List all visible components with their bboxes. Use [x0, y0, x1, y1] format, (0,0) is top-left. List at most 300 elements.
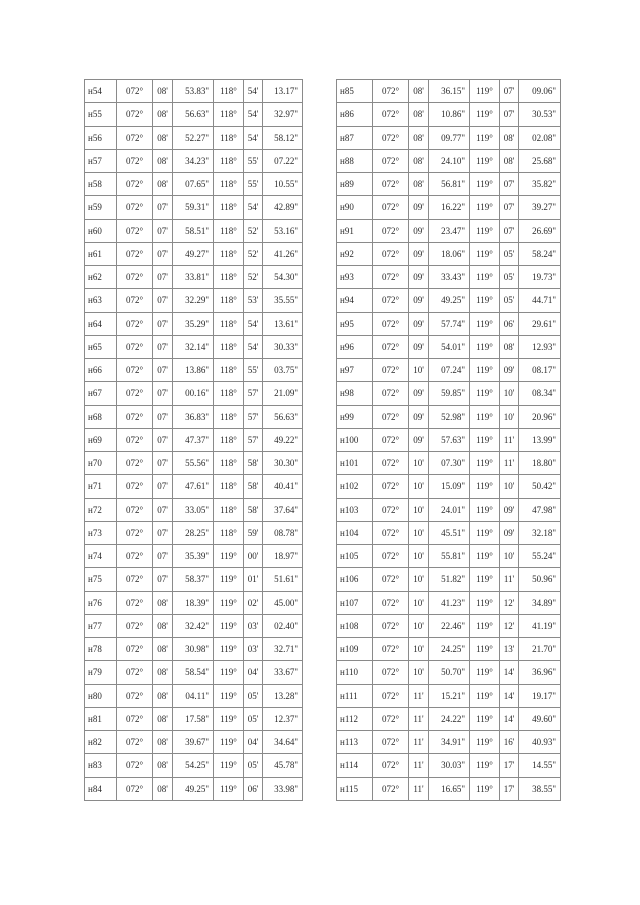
table-row [337, 242, 561, 265]
lon-seconds-cell: 35.82" [519, 173, 561, 196]
point-id-cell: н86 [337, 103, 373, 126]
lon-seconds-cell: 19.73" [519, 266, 561, 289]
table-row [85, 614, 303, 637]
lon-degrees-cell: 119° [470, 568, 500, 591]
lon-minutes-cell: 05' [244, 754, 263, 777]
table-row [337, 731, 561, 754]
table-row [337, 614, 561, 637]
lat-seconds-cell: 54.25" [173, 754, 214, 777]
lat-minutes-cell: 07' [153, 498, 173, 521]
lat-minutes-cell: 11' [409, 731, 429, 754]
lat-seconds-cell: 34.23" [173, 149, 214, 172]
lat-minutes-cell: 07' [153, 289, 173, 312]
lon-degrees-cell: 118° [214, 103, 244, 126]
lat-seconds-cell: 09.77" [429, 126, 470, 149]
lon-seconds-cell: 35.55" [263, 289, 303, 312]
lon-seconds-cell: 29.61" [519, 312, 561, 335]
point-id-cell: н113 [337, 731, 373, 754]
lon-seconds-cell: 32.71" [263, 638, 303, 661]
lon-degrees-cell: 119° [470, 428, 500, 451]
table-row [337, 684, 561, 707]
lat-degrees-cell: 072° [373, 707, 409, 730]
table-row [85, 661, 303, 684]
lat-seconds-cell: 58.51" [173, 219, 214, 242]
lat-seconds-cell: 58.37" [173, 568, 214, 591]
lon-degrees-cell: 118° [214, 521, 244, 544]
lat-seconds-cell: 00.16" [173, 382, 214, 405]
point-id-cell: н92 [337, 242, 373, 265]
lat-minutes-cell: 10' [409, 545, 429, 568]
point-id-cell: н105 [337, 545, 373, 568]
lon-degrees-cell: 118° [214, 359, 244, 382]
lon-degrees-cell: 119° [470, 289, 500, 312]
lat-seconds-cell: 34.91" [429, 731, 470, 754]
point-id-cell: н75 [85, 568, 117, 591]
lat-degrees-cell: 072° [373, 614, 409, 637]
lat-degrees-cell: 072° [117, 335, 153, 358]
point-id-cell: н57 [85, 149, 117, 172]
lon-minutes-cell: 09' [500, 359, 519, 382]
lat-degrees-cell: 072° [117, 638, 153, 661]
lon-minutes-cell: 05' [500, 289, 519, 312]
point-id-cell: н56 [85, 126, 117, 149]
lon-minutes-cell: 52' [244, 219, 263, 242]
lon-seconds-cell: 51.61" [263, 568, 303, 591]
lat-degrees-cell: 072° [117, 731, 153, 754]
lat-seconds-cell: 28.25" [173, 521, 214, 544]
lon-minutes-cell: 55' [244, 173, 263, 196]
lat-degrees-cell: 072° [373, 777, 409, 800]
lon-minutes-cell: 06' [500, 312, 519, 335]
lon-seconds-cell: 07.22" [263, 149, 303, 172]
lon-minutes-cell: 07' [500, 196, 519, 219]
table-row [85, 126, 303, 149]
lon-degrees-cell: 119° [470, 126, 500, 149]
lat-degrees-cell: 072° [117, 452, 153, 475]
lat-seconds-cell: 07.65" [173, 173, 214, 196]
point-id-cell: н66 [85, 359, 117, 382]
lon-degrees-cell: 119° [470, 638, 500, 661]
lat-degrees-cell: 072° [117, 312, 153, 335]
lat-seconds-cell: 56.81" [429, 173, 470, 196]
table-row [337, 126, 561, 149]
lat-degrees-cell: 072° [373, 335, 409, 358]
lat-minutes-cell: 09' [409, 242, 429, 265]
lon-seconds-cell: 49.60" [519, 707, 561, 730]
point-id-cell: н100 [337, 428, 373, 451]
point-id-cell: н99 [337, 405, 373, 428]
lat-minutes-cell: 08' [153, 614, 173, 637]
lon-seconds-cell: 50.42" [519, 475, 561, 498]
table-row [337, 498, 561, 521]
lon-seconds-cell: 40.41" [263, 475, 303, 498]
lon-seconds-cell: 02.08" [519, 126, 561, 149]
lat-seconds-cell: 35.39" [173, 545, 214, 568]
lon-minutes-cell: 12' [500, 614, 519, 637]
lon-seconds-cell: 45.00" [263, 591, 303, 614]
lat-minutes-cell: 07' [153, 359, 173, 382]
lon-degrees-cell: 119° [470, 266, 500, 289]
coordinate-table-body [85, 80, 303, 801]
point-id-cell: н110 [337, 661, 373, 684]
lat-seconds-cell: 18.06" [429, 242, 470, 265]
lon-degrees-cell: 119° [470, 359, 500, 382]
lon-minutes-cell: 11' [500, 428, 519, 451]
point-id-cell: н80 [85, 684, 117, 707]
lon-seconds-cell: 10.55" [263, 173, 303, 196]
point-id-cell: н70 [85, 452, 117, 475]
table-row [337, 452, 561, 475]
lon-degrees-cell: 118° [214, 196, 244, 219]
lat-seconds-cell: 13.86" [173, 359, 214, 382]
lat-degrees-cell: 072° [373, 242, 409, 265]
lat-minutes-cell: 11' [409, 707, 429, 730]
lat-minutes-cell: 08' [409, 126, 429, 149]
lat-minutes-cell: 07' [153, 428, 173, 451]
table-row [337, 382, 561, 405]
lon-seconds-cell: 33.98" [263, 777, 303, 800]
lat-seconds-cell: 23.47" [429, 219, 470, 242]
lat-seconds-cell: 30.03" [429, 754, 470, 777]
lon-seconds-cell: 33.67" [263, 661, 303, 684]
lon-seconds-cell: 45.78" [263, 754, 303, 777]
point-id-cell: н109 [337, 638, 373, 661]
lon-seconds-cell: 58.24" [519, 242, 561, 265]
lat-degrees-cell: 072° [373, 173, 409, 196]
point-id-cell: н95 [337, 312, 373, 335]
lon-degrees-cell: 119° [214, 614, 244, 637]
lon-degrees-cell: 118° [214, 405, 244, 428]
lon-seconds-cell: 37.64" [263, 498, 303, 521]
lon-minutes-cell: 17' [500, 777, 519, 800]
lat-minutes-cell: 07' [153, 196, 173, 219]
table-row [85, 545, 303, 568]
point-id-cell: н55 [85, 103, 117, 126]
lon-minutes-cell: 10' [500, 382, 519, 405]
point-id-cell: н98 [337, 382, 373, 405]
lat-minutes-cell: 10' [409, 452, 429, 475]
lat-seconds-cell: 18.39" [173, 591, 214, 614]
table-row [85, 242, 303, 265]
lon-seconds-cell: 41.26" [263, 242, 303, 265]
table-row [85, 266, 303, 289]
lat-minutes-cell: 08' [409, 149, 429, 172]
lon-seconds-cell: 19.17" [519, 684, 561, 707]
lat-minutes-cell: 08' [153, 754, 173, 777]
table-row [85, 731, 303, 754]
lat-minutes-cell: 10' [409, 498, 429, 521]
lon-seconds-cell: 08.17" [519, 359, 561, 382]
table-row [337, 661, 561, 684]
lon-seconds-cell: 56.63" [263, 405, 303, 428]
lon-degrees-cell: 119° [470, 754, 500, 777]
lon-seconds-cell: 40.93" [519, 731, 561, 754]
lat-degrees-cell: 072° [373, 754, 409, 777]
table-row [85, 219, 303, 242]
point-id-cell: н79 [85, 661, 117, 684]
lon-minutes-cell: 10' [500, 545, 519, 568]
lat-seconds-cell: 59.31" [173, 196, 214, 219]
table-row [337, 196, 561, 219]
lon-minutes-cell: 14' [500, 707, 519, 730]
point-id-cell: н90 [337, 196, 373, 219]
lat-degrees-cell: 072° [373, 428, 409, 451]
table-row [337, 754, 561, 777]
coordinate-table-body [337, 80, 561, 801]
lon-minutes-cell: 09' [500, 498, 519, 521]
lat-minutes-cell: 07' [153, 452, 173, 475]
lon-minutes-cell: 59' [244, 521, 263, 544]
coordinate-table-right [336, 79, 561, 801]
table-row [337, 545, 561, 568]
lon-seconds-cell: 20.96" [519, 405, 561, 428]
lon-seconds-cell: 21.09" [263, 382, 303, 405]
lon-degrees-cell: 118° [214, 498, 244, 521]
lon-seconds-cell: 08.34" [519, 382, 561, 405]
lat-seconds-cell: 24.01" [429, 498, 470, 521]
table-row [337, 149, 561, 172]
lat-minutes-cell: 07' [153, 335, 173, 358]
lat-degrees-cell: 072° [117, 498, 153, 521]
lon-minutes-cell: 57' [244, 382, 263, 405]
lat-degrees-cell: 072° [373, 80, 409, 103]
point-id-cell: н64 [85, 312, 117, 335]
lat-seconds-cell: 49.25" [429, 289, 470, 312]
lon-seconds-cell: 47.98" [519, 498, 561, 521]
lon-seconds-cell: 12.37" [263, 707, 303, 730]
lon-minutes-cell: 05' [500, 242, 519, 265]
lon-minutes-cell: 11' [500, 568, 519, 591]
table-row [337, 359, 561, 382]
lon-minutes-cell: 54' [244, 335, 263, 358]
lat-seconds-cell: 51.82" [429, 568, 470, 591]
table-row [85, 196, 303, 219]
table-row [85, 289, 303, 312]
lon-degrees-cell: 118° [214, 452, 244, 475]
lat-degrees-cell: 072° [117, 684, 153, 707]
lon-minutes-cell: 11' [500, 452, 519, 475]
lon-minutes-cell: 54' [244, 80, 263, 103]
lon-degrees-cell: 119° [470, 382, 500, 405]
lon-seconds-cell: 03.75" [263, 359, 303, 382]
lon-seconds-cell: 30.30" [263, 452, 303, 475]
lon-minutes-cell: 04' [244, 731, 263, 754]
lon-degrees-cell: 119° [470, 312, 500, 335]
table-row [85, 173, 303, 196]
table-row [337, 521, 561, 544]
lon-seconds-cell: 13.17" [263, 80, 303, 103]
table-row [337, 335, 561, 358]
lat-minutes-cell: 11' [409, 754, 429, 777]
lat-degrees-cell: 072° [117, 382, 153, 405]
point-id-cell: н54 [85, 80, 117, 103]
lat-seconds-cell: 58.54" [173, 661, 214, 684]
lon-seconds-cell: 53.16" [263, 219, 303, 242]
lat-seconds-cell: 16.22" [429, 196, 470, 219]
lon-degrees-cell: 118° [214, 242, 244, 265]
lon-degrees-cell: 119° [470, 196, 500, 219]
lat-seconds-cell: 39.67" [173, 731, 214, 754]
lat-minutes-cell: 07' [153, 382, 173, 405]
point-id-cell: н60 [85, 219, 117, 242]
lat-minutes-cell: 08' [153, 731, 173, 754]
lon-seconds-cell: 44.71" [519, 289, 561, 312]
lon-minutes-cell: 10' [500, 405, 519, 428]
lon-minutes-cell: 01' [244, 568, 263, 591]
lon-degrees-cell: 119° [214, 568, 244, 591]
table-row [337, 405, 561, 428]
point-id-cell: н104 [337, 521, 373, 544]
point-id-cell: н71 [85, 475, 117, 498]
point-id-cell: н107 [337, 591, 373, 614]
lat-minutes-cell: 09' [409, 219, 429, 242]
lon-minutes-cell: 12' [500, 591, 519, 614]
lat-seconds-cell: 16.65" [429, 777, 470, 800]
table-row [85, 591, 303, 614]
lat-degrees-cell: 072° [117, 103, 153, 126]
lon-degrees-cell: 119° [470, 731, 500, 754]
table-row [337, 219, 561, 242]
lat-minutes-cell: 08' [153, 126, 173, 149]
lon-degrees-cell: 119° [470, 545, 500, 568]
lon-seconds-cell: 18.80" [519, 452, 561, 475]
lat-minutes-cell: 08' [153, 638, 173, 661]
lon-degrees-cell: 118° [214, 219, 244, 242]
lat-seconds-cell: 32.14" [173, 335, 214, 358]
table-row [337, 173, 561, 196]
lat-seconds-cell: 35.29" [173, 312, 214, 335]
lat-minutes-cell: 07' [153, 242, 173, 265]
lat-degrees-cell: 072° [117, 777, 153, 800]
lon-minutes-cell: 14' [500, 684, 519, 707]
lon-seconds-cell: 13.28" [263, 684, 303, 707]
point-id-cell: н76 [85, 591, 117, 614]
lon-minutes-cell: 13' [500, 638, 519, 661]
lat-degrees-cell: 072° [117, 266, 153, 289]
lat-seconds-cell: 17.58" [173, 707, 214, 730]
lat-degrees-cell: 072° [373, 312, 409, 335]
table-row [85, 335, 303, 358]
table-row [337, 707, 561, 730]
lat-degrees-cell: 072° [373, 452, 409, 475]
lat-degrees-cell: 072° [117, 359, 153, 382]
point-id-cell: н115 [337, 777, 373, 800]
lat-seconds-cell: 59.85" [429, 382, 470, 405]
lon-minutes-cell: 58' [244, 498, 263, 521]
lat-degrees-cell: 072° [373, 731, 409, 754]
lat-seconds-cell: 56.63" [173, 103, 214, 126]
lat-seconds-cell: 36.15" [429, 80, 470, 103]
point-id-cell: н103 [337, 498, 373, 521]
lat-seconds-cell: 07.24" [429, 359, 470, 382]
point-id-cell: н87 [337, 126, 373, 149]
table-row [85, 568, 303, 591]
lon-degrees-cell: 119° [214, 707, 244, 730]
lon-degrees-cell: 119° [470, 452, 500, 475]
lon-minutes-cell: 05' [244, 707, 263, 730]
lat-seconds-cell: 22.46" [429, 614, 470, 637]
lat-degrees-cell: 072° [117, 289, 153, 312]
table-row [85, 707, 303, 730]
lon-seconds-cell: 18.97" [263, 545, 303, 568]
lat-degrees-cell: 072° [117, 614, 153, 637]
lon-minutes-cell: 53' [244, 289, 263, 312]
lat-minutes-cell: 08' [153, 149, 173, 172]
table-row [85, 475, 303, 498]
lat-degrees-cell: 072° [373, 126, 409, 149]
lat-degrees-cell: 072° [373, 591, 409, 614]
table-row [85, 638, 303, 661]
lon-degrees-cell: 119° [470, 335, 500, 358]
lat-seconds-cell: 24.25" [429, 638, 470, 661]
lat-seconds-cell: 24.22" [429, 707, 470, 730]
lat-minutes-cell: 08' [153, 661, 173, 684]
table-row [85, 498, 303, 521]
point-id-cell: н84 [85, 777, 117, 800]
table-row [85, 312, 303, 335]
lat-seconds-cell: 49.25" [173, 777, 214, 800]
table-row [337, 638, 561, 661]
point-id-cell: н81 [85, 707, 117, 730]
lon-minutes-cell: 58' [244, 475, 263, 498]
lat-minutes-cell: 07' [153, 521, 173, 544]
point-id-cell: н114 [337, 754, 373, 777]
table-row [337, 103, 561, 126]
lon-degrees-cell: 119° [470, 405, 500, 428]
table-row [85, 452, 303, 475]
coordinate-table-left [84, 79, 303, 801]
point-id-cell: н94 [337, 289, 373, 312]
table-row [85, 149, 303, 172]
lat-minutes-cell: 08' [153, 173, 173, 196]
lon-minutes-cell: 05' [244, 684, 263, 707]
lon-degrees-cell: 118° [214, 266, 244, 289]
lat-degrees-cell: 072° [117, 173, 153, 196]
lat-seconds-cell: 24.10" [429, 149, 470, 172]
lat-degrees-cell: 072° [373, 661, 409, 684]
lat-degrees-cell: 072° [373, 545, 409, 568]
point-id-cell: н68 [85, 405, 117, 428]
lat-degrees-cell: 072° [117, 126, 153, 149]
lat-minutes-cell: 08' [409, 103, 429, 126]
lat-degrees-cell: 072° [373, 568, 409, 591]
table-row [85, 405, 303, 428]
lat-minutes-cell: 08' [153, 80, 173, 103]
lon-seconds-cell: 32.97" [263, 103, 303, 126]
lat-degrees-cell: 072° [117, 149, 153, 172]
lon-degrees-cell: 118° [214, 382, 244, 405]
lat-seconds-cell: 15.21" [429, 684, 470, 707]
lat-degrees-cell: 072° [373, 266, 409, 289]
lon-minutes-cell: 54' [244, 196, 263, 219]
lon-seconds-cell: 50.96" [519, 568, 561, 591]
lat-minutes-cell: 09' [409, 266, 429, 289]
lat-seconds-cell: 32.29" [173, 289, 214, 312]
lat-degrees-cell: 072° [373, 684, 409, 707]
point-id-cell: н89 [337, 173, 373, 196]
lon-degrees-cell: 119° [470, 661, 500, 684]
lon-minutes-cell: 16' [500, 731, 519, 754]
table-row [337, 266, 561, 289]
lon-degrees-cell: 119° [214, 638, 244, 661]
lat-degrees-cell: 072° [117, 591, 153, 614]
table-row [85, 428, 303, 451]
lat-degrees-cell: 072° [117, 475, 153, 498]
lat-minutes-cell: 09' [409, 196, 429, 219]
lon-seconds-cell: 41.19" [519, 614, 561, 637]
lat-minutes-cell: 10' [409, 661, 429, 684]
lat-minutes-cell: 10' [409, 521, 429, 544]
